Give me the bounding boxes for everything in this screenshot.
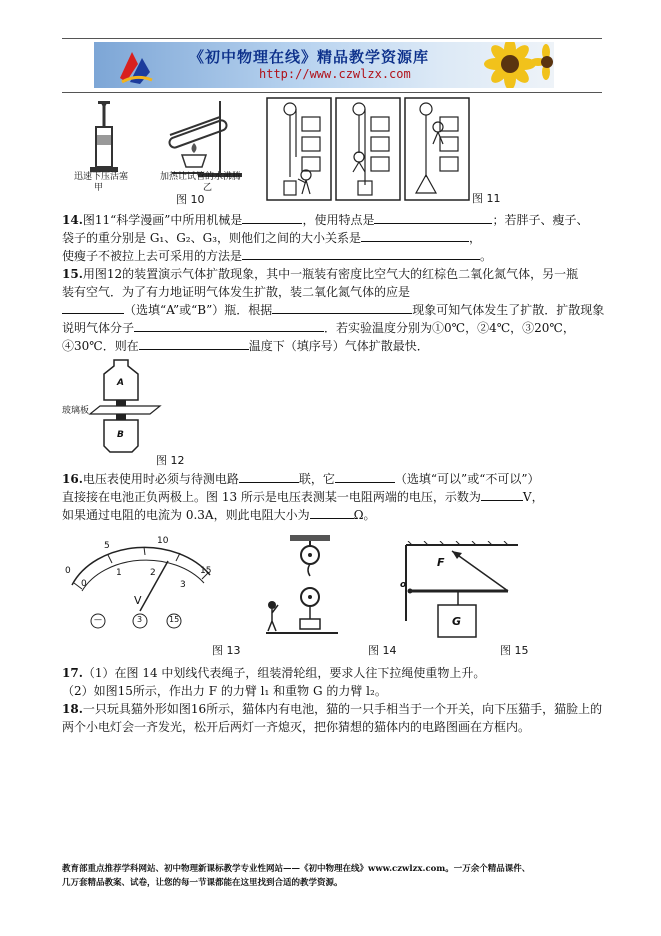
- q14-text-c: ；若胖子、瘦子、: [492, 213, 589, 227]
- question-16-line-1: [62, 470, 622, 488]
- figure-11-comic: [266, 97, 476, 201]
- q14-text-a: 图11“科学漫画”中所用机械是: [82, 213, 243, 227]
- figure-13-caption: 图 13: [212, 644, 241, 657]
- figure-12-bottle-b: B: [117, 430, 124, 440]
- question-18-line-2: [62, 718, 622, 736]
- figure-13-scale-0: 0: [65, 566, 71, 576]
- q16-text-a: 电压表使用时必须与待测电路: [82, 472, 239, 486]
- question-15-line-1: [62, 265, 622, 283]
- question-18-number: 18.: [62, 702, 83, 716]
- q15-blank-3[interactable]: [134, 319, 324, 332]
- footer-line-1: 教育部重点推荐学科网站、初中物理新课标教学专业性网站——《初中物理在线》www.czwlzx.com。一万余个精品课件、: [62, 864, 531, 874]
- figure-10-right-sub: 乙: [203, 183, 213, 193]
- q15-text-f: ．若实验温度分别为①0℃，②4℃，③20℃，: [324, 321, 575, 335]
- figure-13-terminal-3: 3: [137, 615, 143, 624]
- figure-12-plate-label: 玻璃板: [62, 406, 90, 416]
- question-15-line-5: [62, 337, 622, 355]
- q14-blank-3[interactable]: [361, 229, 469, 242]
- figure-13-inner-3: 3: [180, 580, 186, 590]
- q14-text-g: 。: [480, 249, 493, 263]
- figure-15-pivot: o: [400, 580, 407, 590]
- figure-13-inner-1: 1: [116, 568, 122, 578]
- q16-text-b: 联，它: [298, 472, 335, 486]
- figure-13-scale-10: 10: [157, 536, 169, 546]
- banner-url: http://www.czwlzx.com: [259, 67, 411, 81]
- figure-10-right-label: 加热让试管的水沸腾: [160, 172, 242, 182]
- q17-text-b: （2）如图15所示，作出力 F 的力臂 l₁ 和重物 G 的力臂 l₂。: [62, 684, 387, 698]
- figure-13-inner-0: 0: [81, 579, 87, 589]
- figure-12-bottle-a: A: [117, 378, 124, 388]
- figure-10-caption: 图 10: [176, 193, 205, 206]
- q16-blank-2[interactable]: [335, 470, 395, 483]
- figure-14-caption: 图 14: [368, 644, 397, 657]
- q14-blank-2[interactable]: [374, 211, 492, 224]
- q15-text-h: 温度下（填序号）气体扩散最快．: [248, 339, 429, 353]
- q16-text-d: 直接接在电池正负两极上。图 13 所示是电压表测某一电阻两端的电压，示数为: [62, 490, 481, 504]
- header-banner: [94, 42, 554, 88]
- question-15-line-4: [62, 319, 622, 337]
- q16-blank-4[interactable]: [310, 506, 354, 519]
- q16-blank-3[interactable]: [481, 488, 523, 501]
- q14-text-f: 使瘦子不被拉上去可采用的方法是: [62, 249, 243, 263]
- figure-13-scale-5: 5: [104, 541, 110, 551]
- question-17-number: 17.: [62, 666, 83, 680]
- q15-text-b: 装有空气．为了有力地证明气体发生扩散，装二氧化氮气体的应是: [62, 285, 411, 299]
- q15-text-d: 现象可知气体发生了扩散．扩散现象: [412, 303, 605, 317]
- q15-blank-4[interactable]: [139, 337, 249, 350]
- sunflower-icon: [484, 42, 554, 88]
- question-15-line-2: [62, 283, 622, 301]
- header-rule: [62, 38, 602, 39]
- figure-14-pulley-system: [262, 533, 342, 643]
- question-15-number: 15.: [62, 267, 83, 281]
- question-16-line-2: [62, 488, 622, 506]
- figure-11-caption: 图 11: [472, 192, 501, 205]
- q14-text-d: 袋子的重分别是 G₁、G₂、G₃，则他们之间的大小关系是: [62, 231, 362, 245]
- figure-15-force: F: [437, 556, 445, 569]
- logo-icon: [116, 46, 156, 86]
- q16-text-c: （选填“可以”或“不可以”）: [394, 472, 540, 486]
- q15-text-e: 说明气体分子: [62, 321, 135, 335]
- q15-text-g: ④30℃．则在: [62, 339, 139, 353]
- footer: [62, 862, 622, 890]
- header-rule-bottom: [62, 92, 602, 93]
- question-16-number: 16.: [62, 472, 83, 486]
- q14-blank-1[interactable]: [242, 211, 302, 224]
- q15-blank-1[interactable]: [62, 301, 124, 314]
- figure-13-scale-15: 15: [200, 566, 212, 576]
- question-14-line-3: [62, 247, 622, 265]
- question-15-line-3: [62, 301, 622, 319]
- figure-13-inner-2: 2: [150, 568, 156, 578]
- figure-12-caption: 图 12: [156, 454, 185, 467]
- figure-15-caption: 图 15: [500, 644, 529, 657]
- footer-line-2: 几万套精品教案、试卷，让您的每一节课都能在这里找到合适的教学资源。: [62, 878, 343, 888]
- question-14-number: 14.: [62, 213, 83, 227]
- figure-13-terminal-15: 15: [169, 615, 180, 624]
- q16-blank-1[interactable]: [239, 470, 299, 483]
- figure-13-terminal-neg: —: [94, 615, 102, 624]
- question-14-line-1: [62, 211, 622, 229]
- figure-13-unit: V: [134, 594, 142, 607]
- q16-text-f: 如果通过电阻的电流为 0.3A，则此电阻大小为: [62, 508, 310, 522]
- q14-text-e: ，: [469, 231, 482, 245]
- q18-text-b: 两个小电灯会一齐发光，松开后两灯一齐熄灭，把你猜想的猫体内的电路图画在方框内。: [62, 720, 531, 734]
- q15-text-a: 用图12的装置演示气体扩散现象，其中一瓶装有密度比空气大的红棕色二氧化氮气体，另一瓶: [82, 267, 579, 281]
- q15-blank-2[interactable]: [272, 301, 412, 314]
- question-14-line-2: [62, 229, 622, 247]
- q16-text-e: V，: [522, 490, 544, 504]
- figure-10-left-label: 迅速下压活塞: [74, 172, 129, 182]
- q16-text-g: Ω。: [353, 508, 376, 522]
- figure-10-left-sub: 甲: [94, 183, 104, 193]
- question-18-line-1: [62, 700, 622, 718]
- question-16-line-3: [62, 506, 622, 524]
- q14-text-b: ，使用特点是: [302, 213, 375, 227]
- question-17-line-1: [62, 664, 622, 682]
- banner-title: 《初中物理在线》精品教学资源库: [189, 48, 430, 66]
- q15-text-c: （选填“A”或“B”）瓶．根据: [124, 303, 273, 317]
- q17-text-a: （1）在图 14 中划线代表绳子，组装滑轮组，要求人往下拉绳使重物上升。: [82, 666, 486, 680]
- figure-15-weight: G: [452, 615, 462, 628]
- q14-blank-4[interactable]: [242, 247, 480, 260]
- question-17-line-2: [62, 682, 622, 700]
- q18-text-a: 一只玩具猫外形如图16所示，猫体内有电池，猫的一只手相当于一个开关，向下压猫手，猫脸上的: [82, 702, 603, 716]
